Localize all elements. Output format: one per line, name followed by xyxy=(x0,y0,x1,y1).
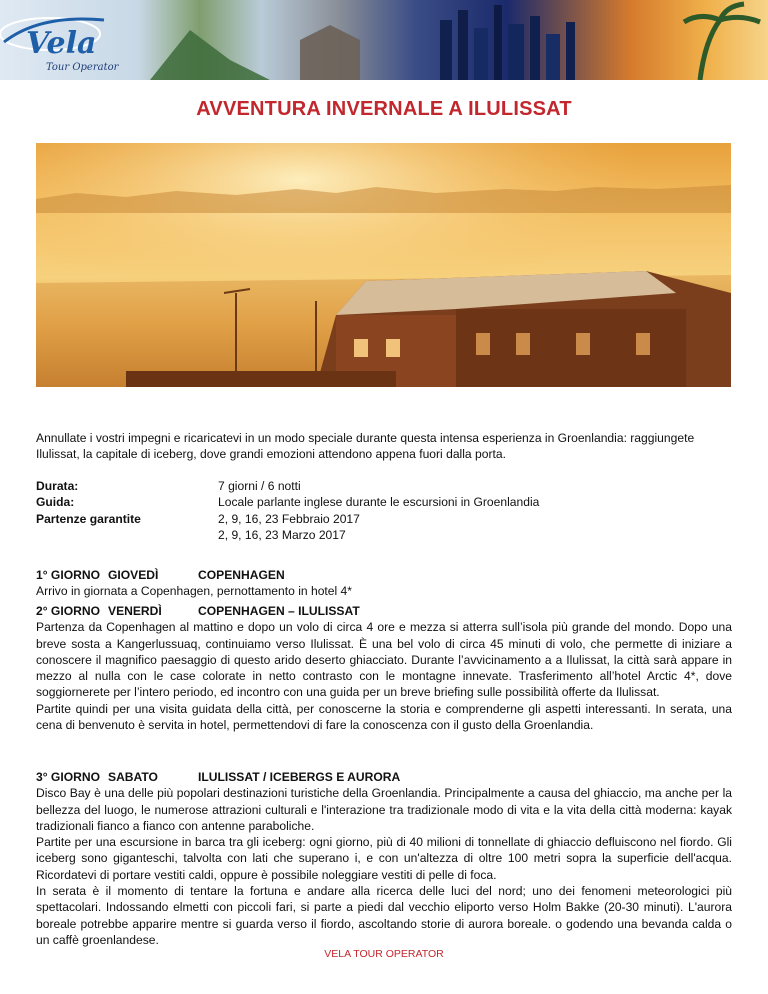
day-paragraph: Partite quindi per una visita guidata della città, per conoscerne la storia e comprenderne gli aspetti interessanti. In serata, una cena di benvenuto è servita in hotel, permettendovi di fare la conoscenza con il gusto della Groenlandia. xyxy=(36,701,732,733)
header-banner xyxy=(0,0,768,80)
day-3 xyxy=(36,769,732,948)
durata-value: 7 giorni / 6 notti xyxy=(218,479,301,493)
info-row-partenze xyxy=(36,511,732,527)
day-paragraph: Disco Bay è una delle più popolari destinazioni turistiche della Groenlandia. Principalmente a causa del ghiaccio, ma anche per la bellezza del luogo, le numerose attrazioni culturali e l'interazione tra tradizionale modo di vita e la vita della città moderna: kayak tradizionali fianco a fianco con antenne paraboliche. xyxy=(36,786,732,833)
page-title: AVVENTURA INVERNALE A ILULISSAT xyxy=(196,98,572,120)
day-place: ILULISSAT / ICEBERGS E AURORA xyxy=(198,770,401,784)
brand-name: Vela xyxy=(26,26,97,61)
info-row-guida xyxy=(36,494,732,510)
partenze-value-2: 2, 9, 16, 23 Marzo 2017 xyxy=(218,527,346,542)
guida-value: Locale parlante inglese durante le escursioni in Groenlandia xyxy=(218,495,540,510)
day-header xyxy=(36,567,732,583)
day-weekday: GIOVEDÌ xyxy=(108,568,159,582)
trip-info xyxy=(36,478,732,543)
day-paragraph: In serata è il momento di tentare la fortuna e andare alla ricerca delle luci del nord; uno dei fenomeni meteorologici più spettacolari. Indossando elmetti con piccoli fari, si parte a piedi dal vecchio eliporto verso Holm Bakke (20-30 minuti). L'aurora boreale potrebbe apparire mentre si guarda verso il fiordo, ascoltando storie di aurora boreale. o godendo una bevanda calda o un caffè groenlandese. xyxy=(36,884,732,947)
info-row-durata xyxy=(36,478,732,494)
day-number: 3° GIORNO xyxy=(36,770,100,784)
day-number: 1° GIORNO xyxy=(36,568,100,582)
durata-label: Durata: xyxy=(36,479,79,493)
guida-label: Guida: xyxy=(36,495,75,510)
day-paragraph: Partenza da Copenhagen al mattino e dopo un volo di circa 4 ore e mezza si atterra sull’isola più grande del mondo. Dopo una breve sosta a Kangerlussuaq, continuiamo verso Ilulissat. È una bel volo di circa 45 minuti di volo, che permette di iniziare a conoscere il magnifico paesaggio di questo arido deserto ghiacciato. Durante l’avvicinamento a a Ilulissat, la città sarà appare in mezzo al nulla con le case colorate in netto contrasto con le montagne innevate. Trasferimento all’hotel Arctic 4*, dove soggiornerete per l’intero periodo, ed incontro con una guida per un breve briefing sulle possibilità offerte da Ilulissat. xyxy=(36,620,732,700)
day-paragraph: Partite per una escursione in barca tra gli iceberg: ogni giorno, più di 40 milioni di tonnellate di ghiaccio defluiscono nel fiordo. Gli iceberg sono giganteschi, talvolta con lati che superano i, e con un'altezza di oltre 100 metri sopra la superficie dell'acqua. Ricordatevi di portare vestiti caldi, oppure è possibile noleggiare vestiti di pelle di foca. xyxy=(36,835,732,882)
page-footer: VELA TOUR OPERATOR xyxy=(324,948,444,960)
day-2 xyxy=(36,603,732,733)
day-number: 2° GIORNO xyxy=(36,604,100,618)
day-weekday: VENERDÌ xyxy=(108,604,162,618)
day-place: COPENHAGEN – ILULISSAT xyxy=(198,604,360,618)
day-header xyxy=(36,769,732,785)
brand-subtitle: Tour Operator xyxy=(46,62,119,73)
day-1 xyxy=(36,567,732,600)
sunset-photo xyxy=(36,143,731,387)
info-row-partenze-2 xyxy=(36,527,732,543)
day-header xyxy=(36,603,732,619)
partenze-label: Partenze garantite xyxy=(36,511,141,526)
partenze-value-1: 2, 9, 16, 23 Febbraio 2017 xyxy=(218,511,360,526)
day-place: COPENHAGEN xyxy=(198,568,285,582)
day-paragraph: Arrivo in giornata a Copenhagen, pernottamento in hotel 4* xyxy=(36,584,352,599)
day-weekday: SABATO xyxy=(108,770,158,784)
intro-paragraph: Annullate i vostri impegni e ricaricatevi in un modo speciale durante questa intensa esperienza in Groenlandia: raggiungete Ilulissat, la capitale di iceberg, dove grandi emozioni attendono appena fuori dalla porta. xyxy=(36,431,695,462)
